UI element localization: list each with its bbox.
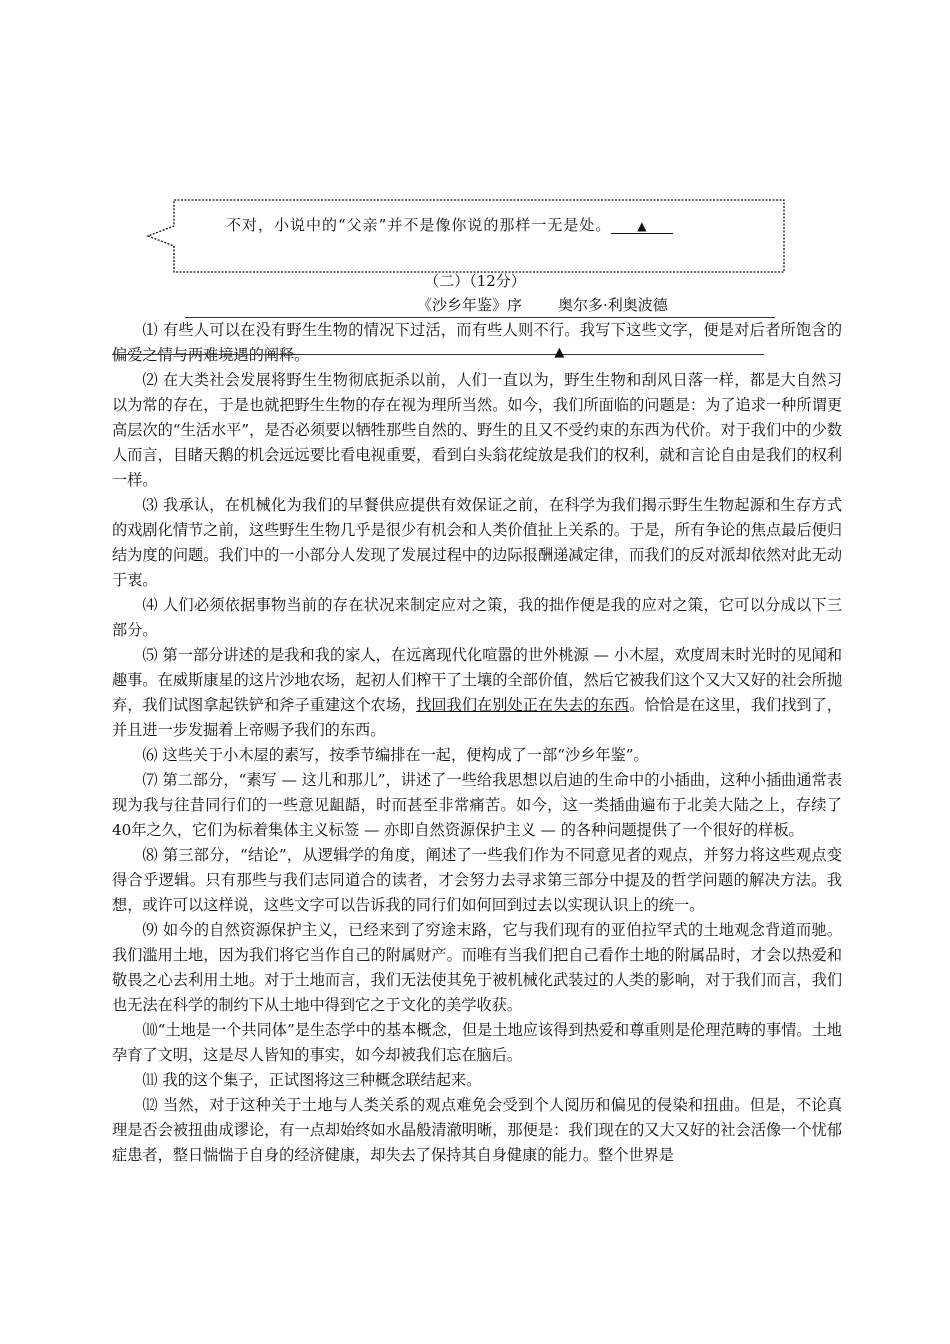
bubble-text: 不对，小说中的“父亲”并不是像你说的那样一无是处。 ▲	[226, 214, 673, 235]
paragraph-12: ⑿ 当然，对于这种关于土地与人类关系的观点难免会受到个人阅历和偏见的侵染和扭曲。但是，不论真理是否会被扭曲成谬论，有一点却始终如水晶般清澈明晰，那便是：我们现在的又大又好的社会活像一个忧郁症患者，整日惴惴于自身的经济健康，却失去了保持其自身健康的能力。整个世界是	[112, 1096, 843, 1164]
paragraph-1: ⑴ 有些人可以在没有野生生物的情况下过活，而有些人则不行。我写下这些文字，便是对后者所饱含的偏爱之情与两难境遇的阐释。 ▲	[112, 321, 843, 364]
paragraph-11: ⑾ 我的这个集子，正试图将这三种概念联结起来。	[142, 1071, 482, 1089]
paragraph-3: ⑶ 我承认，在机械化为我们的早餐供应提供有效保证之前，在科学为我们揭示野生生物起源和生存方式的戏剧化情节之前，这些野生生物几乎是很少有机会和人类价值扯上关系的。于是，所有争论的焦点最后便归结为度的问题。我们中的一小部分人发现了发展过程中的边际报酬递减定律，而我们的反对派却依然对此无动于衷。	[112, 496, 843, 589]
paragraph-2: ⑵ 在大类社会发展将野生生物彻底扼杀以前，人们一直以为，野生生物和刮风日落一样，都是大自然习以为常的存在，于是也就把野生生物的存在视为理所当然。如今，我们所面临的问题是：为了追求一种所谓更高层次的“生活水平”，是否必须要以牺牲那些自然的、野生的且又不受约束的东西为代价。对于我们中的少数人而言，目睹天鹅的机会远远要比看电视重要，看到白头翁花绽放是我们的权利，就和言论自由是我们的权利一样。	[112, 371, 843, 489]
paragraph-10: ⑽“土地是一个共同体”是生态学中的基本概念，但是土地应该得到热爱和尊重则是伦理范畴的事情。土地孕育了文明，这是尽人皆知的事实，如今却被我们忘在脑后。	[112, 1021, 842, 1064]
section-heading: （二）（12分）	[424, 272, 526, 290]
speech-bubble	[146, 196, 786, 276]
paragraph-6: ⑹ 这些关于小木屋的素写，按季节编排在一起，便构成了一部“沙乡年鉴”。	[142, 746, 649, 764]
paragraph-7: ⑺ 第二部分，“素写 — 这儿和那儿”，讲述了一些给我思想以启迪的生命中的小插曲，这种小插曲通常表现为我与往昔同行们的一些意见龃龉，时而甚至非常痛苦。如今，这一类插曲遍布于北美大陆之上，存续了40年之久，它们为标着集体主义标签 — 亦即自然资源保护主义 — 的各种问题提供了一个很好的样板。	[112, 771, 843, 839]
article-author: 奥尔多·利奥波德	[558, 296, 668, 314]
paragraph-1-rule	[112, 354, 764, 355]
paragraph-5: ⑸ 第一部分讲述的是我和我的家人，在远离现代化喧嚣的世外桃源 — 小木屋，欢度周末时光时的见闻和趣事。在威斯康星的这片沙地农场，起初人们榨干了土壤的全部价值，然后它被我们这个又大又好的社会所抛弃，我们试图拿起铁铲和斧子重建这个农场，找回我们在别处正在失去的东西。恰恰是在这里，我们找到了，并且进一步发掘着上帝赐予我们的东西。	[112, 646, 843, 739]
underlined-sentence: 找回我们在别处正在失去的东西	[416, 696, 630, 714]
article-title: 《沙乡年鉴》序	[417, 296, 523, 314]
answer-marker: ▲	[554, 345, 565, 360]
paragraph-9: ⑼ 如今的自然资源保护主义，已经来到了穷途末路，它与我们现有的亚伯拉罕式的土地观念背道而驰。我们滥用土地，因为我们将它当作自己的附属财产。而唯有当我们把自己看作土地的附属品时，才会以热爱和敬畏之心去利用土地。对于土地而言，我们无法使其免于被机械化武装过的人类的影响，对于我们而言，我们也无法在科学的制约下从土地中得到它之于文化的美学收获。	[112, 921, 843, 1014]
article-title-line	[417, 294, 668, 315]
paragraph-4: ⑷ 人们必须依据事物当前的存在状况来制定应对之策，我的拙作便是我的应对之策，它可以分成以下三部分。	[112, 596, 843, 639]
paragraph-8: ⑻ 第三部分，“结论”，从逻辑学的角度，阐述了一些我们作为不同意见者的观点，并努力将这些观点变得合乎逻辑。只有那些与我们志同道合的读者，才会努力去寻求第三部分中提及的哲学问题的解决方法。我想，或许可以这样说，这些文字可以告诉我的同行们如何回到过去以实现认识上的统一。	[112, 846, 843, 914]
answer-blank[interactable]: ▲	[611, 219, 673, 234]
speech-bubble-outline	[146, 196, 786, 276]
article-body	[112, 318, 842, 1168]
